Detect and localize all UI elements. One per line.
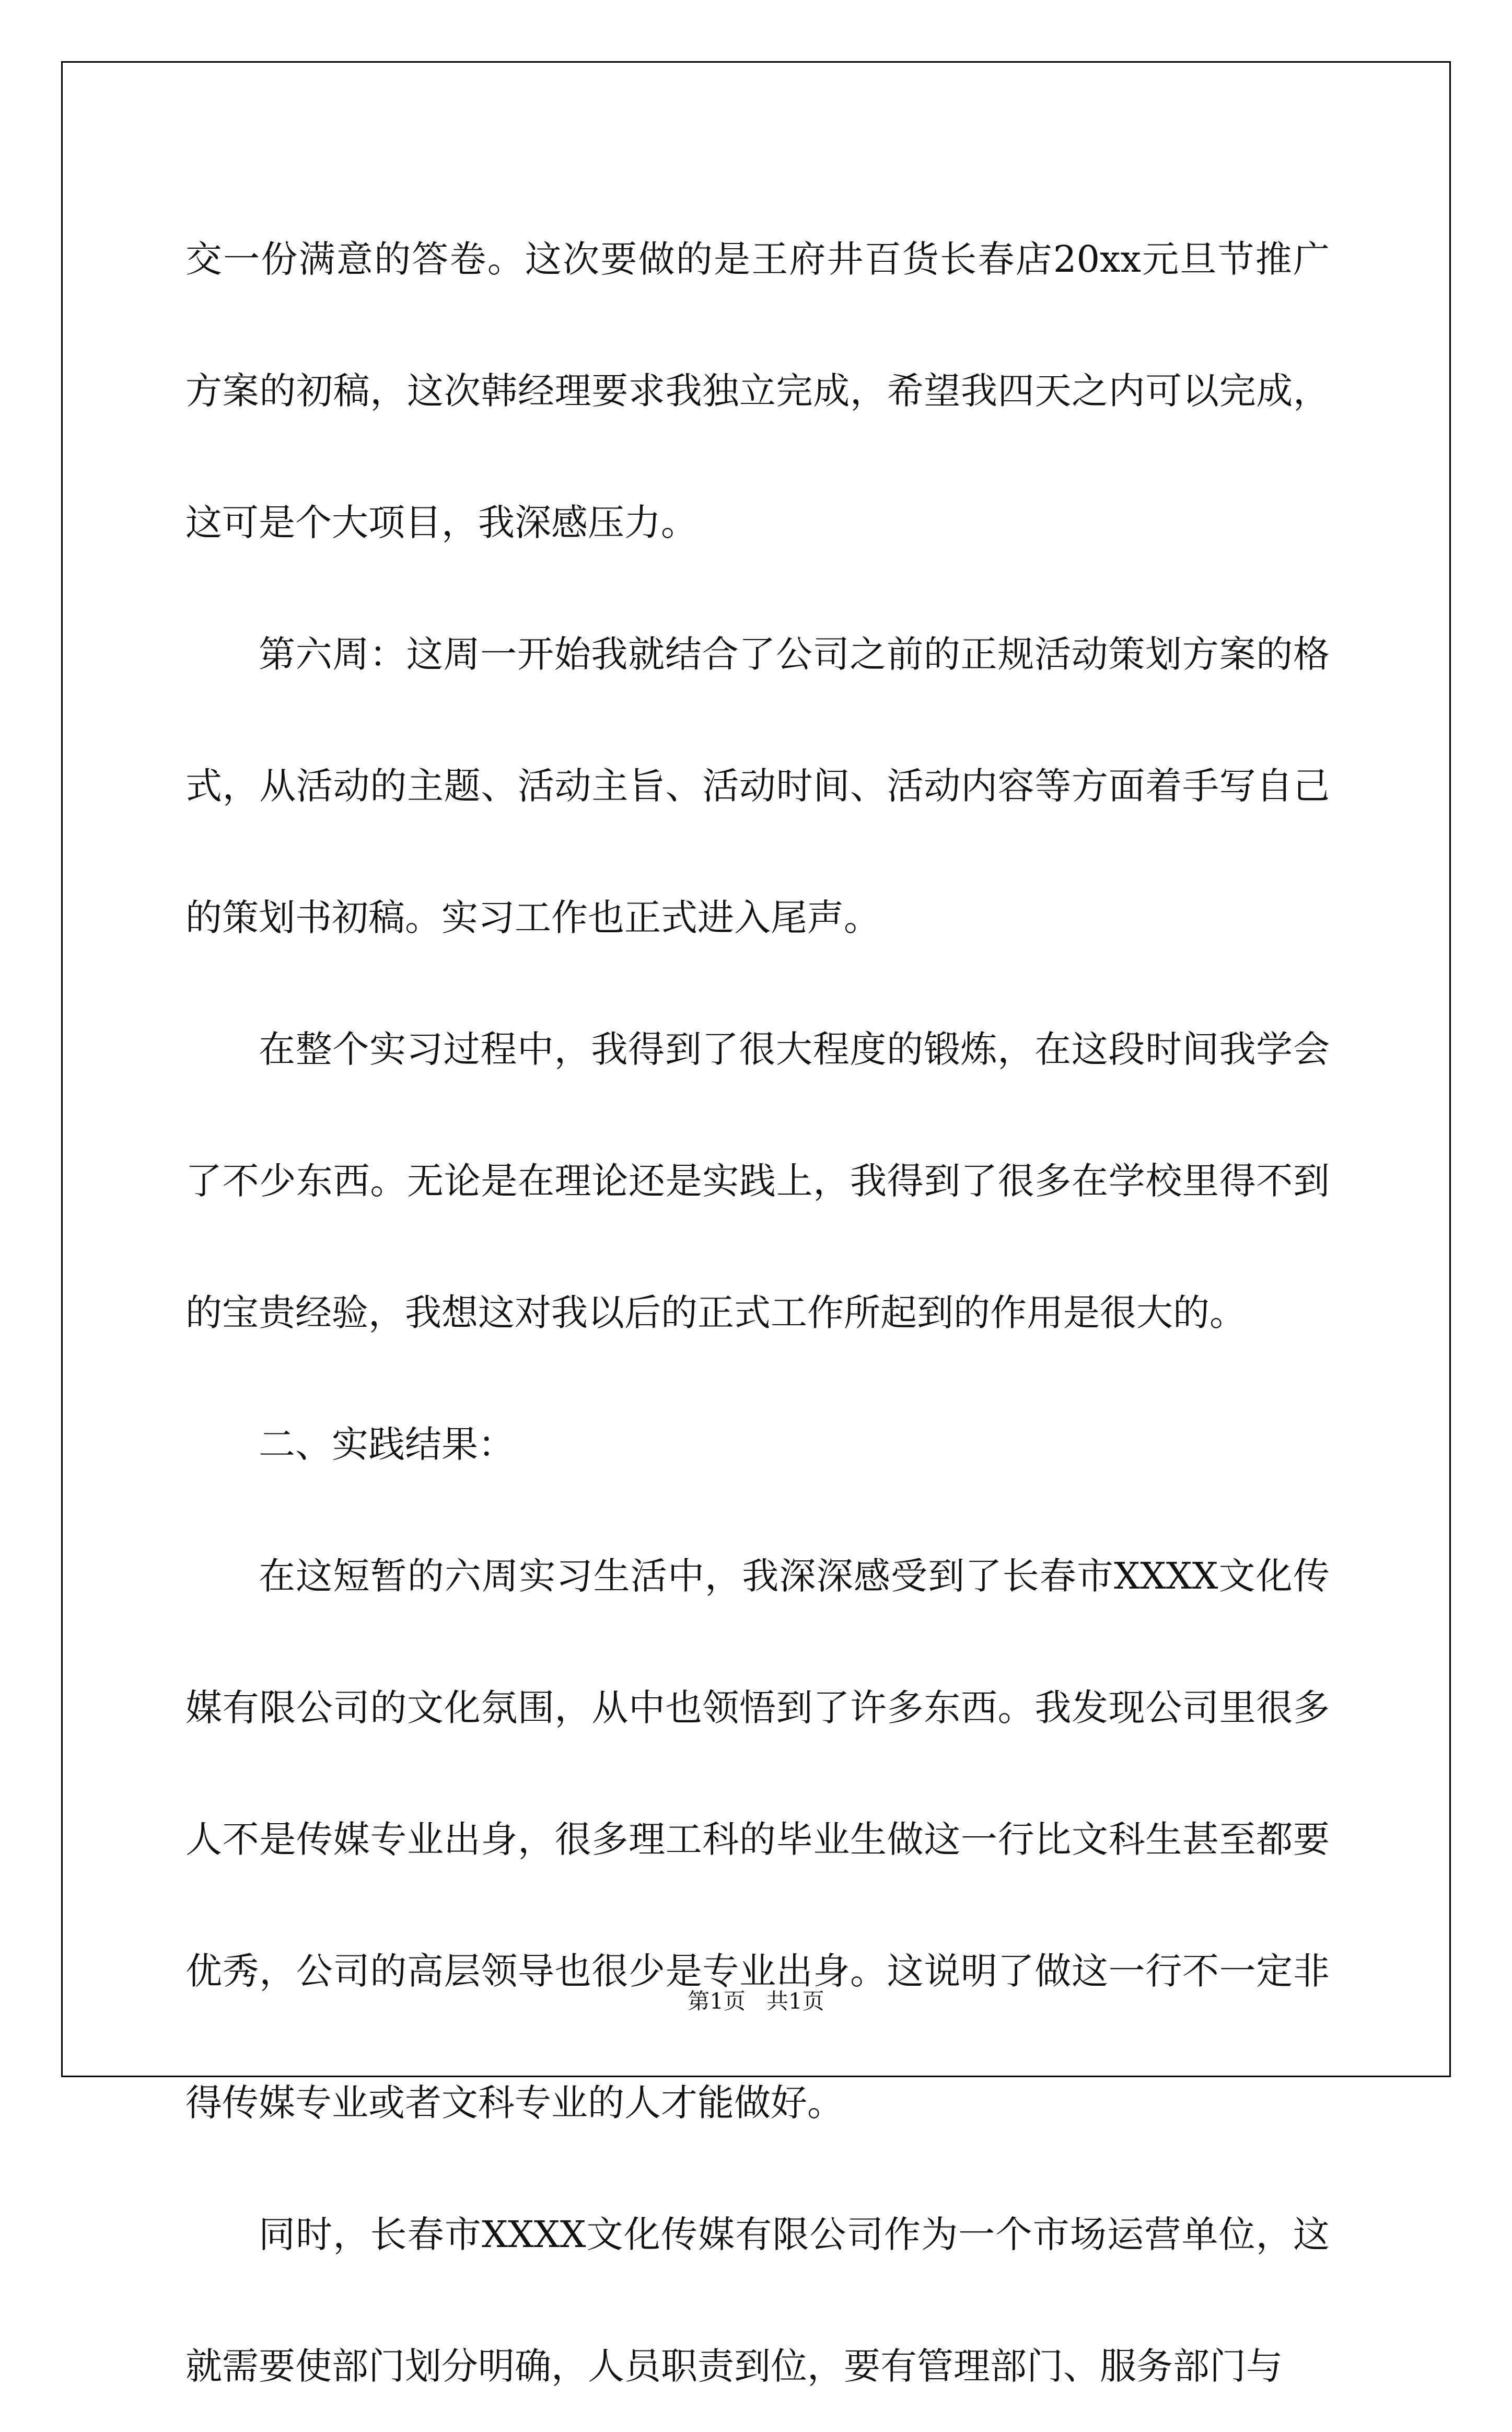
page-number: 第1页 <box>688 1988 746 2014</box>
paragraph-1: 交一份满意的答卷。这次要做的是王府井百货长春店20xx元旦节推广方案的初稿，这次韩经理要求我独立完成，希望我四天之内可以完成，这可是个大项目，我深感压力。 <box>185 238 1330 544</box>
section-heading: 二、实践结果： <box>259 1423 515 1466</box>
paragraph-3: 在整个实习过程中，我得到了很大程度的锻炼，在这段时间我学会了不少东西。无论是在理论还是实践上，我得到了很多在学校里得不到的宝贵经验，我想这对我以后的正式工作所起到的作用是很大的。 <box>185 1028 1330 1334</box>
paragraph-4: 在这短暂的六周实习生活中，我深深感受到了长春市XXXX文化传媒有限公司的文化氛围，从中也领悟到了许多东西。我发现公司里很多人不是传媒专业出身，很多理工科的毕业生做这一行比文科生甚至都要优秀，公司的高层领导也很少是专业出身。这说明了做这一行不一定非得传媒专业或者文科专业的人才能做好。 <box>185 1555 1330 2124</box>
footer-spacer <box>746 1988 766 2014</box>
paragraph-2: 第六周：这周一开始我就结合了公司之前的正规活动策划方案的格式，从活动的主题、活动主旨、活动时间、活动内容等方面着手写自己的策划书初稿。实习工作也正式进入尾声。 <box>185 633 1330 939</box>
document-body <box>185 193 1330 2432</box>
paragraph-5: 同时，长春市XXXX文化传媒有限公司作为一个市场运营单位，这就需要使部门划分明确，人员职责到位，要有管理部门、服务部门与 <box>185 2213 1330 2388</box>
page-total: 共1页 <box>766 1988 824 2014</box>
page-footer <box>0 1986 1512 2017</box>
